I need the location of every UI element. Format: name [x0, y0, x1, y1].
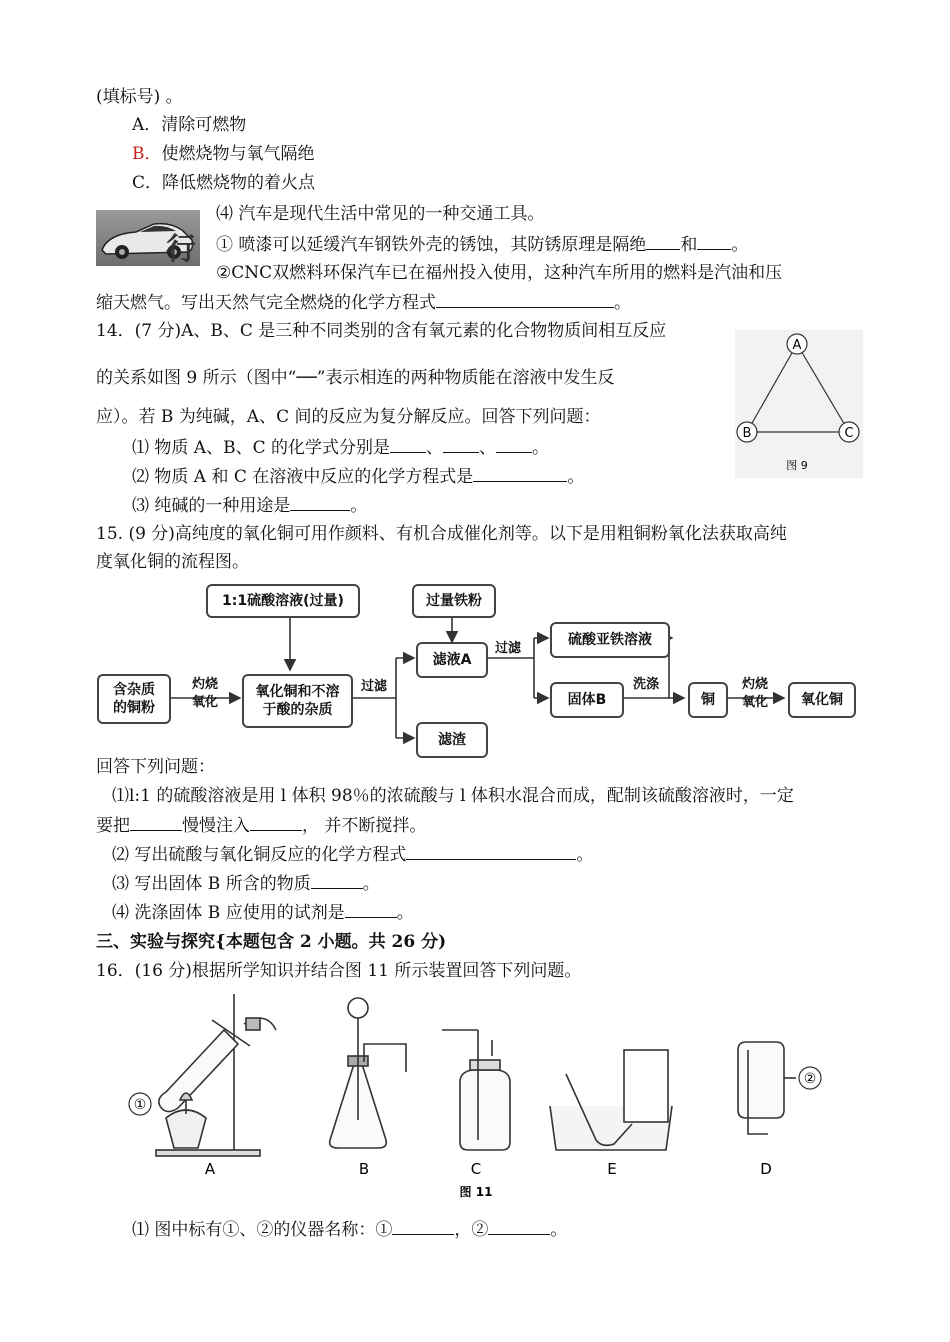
q15-sub2: [112, 843, 593, 866]
q15-line2: 度氧化铜的流程图。: [96, 552, 249, 572]
answer-blank[interactable]: [130, 814, 182, 831]
q15-sub3-end: 。: [362, 874, 380, 894]
q15-sub1-c: 慢慢注入: [182, 816, 250, 836]
q15-sub3-text: ⑶ 写出固体 B 所含的物质: [112, 874, 311, 894]
flowchart: [94, 578, 864, 750]
apparatus-diagram: [126, 990, 846, 1202]
label-b: B: [358, 1160, 370, 1178]
label-c: C: [470, 1160, 482, 1178]
answer-blank[interactable]: [436, 291, 614, 308]
filter-label-1: 过滤: [360, 679, 387, 694]
q14-sub3-text: ⑶ 纯碱的一种用途是: [132, 496, 291, 516]
ferrous-sulfate-box: 硫酸亚铁溶液: [550, 622, 670, 658]
q15-sub4: [112, 901, 414, 924]
start-line2: 的铜粉: [113, 700, 155, 716]
label-a: A: [204, 1160, 216, 1178]
solid-b-box: 固体B: [550, 682, 624, 718]
option-letter: A．: [132, 115, 162, 135]
q16-line1: 16．(16 分)根据所学知识并结合图 11 所示装置回答下列问题。: [96, 961, 582, 981]
q13-car-q2-cont-text: 缩天燃气。写出天然气完全燃烧的化学方程式: [96, 293, 436, 313]
q15-sub2-text: ⑵ 写出硫酸与氧化铜反应的化学方程式: [112, 845, 407, 865]
q14-sub1-text: ⑴ 物质 A、B、C 的化学式分别是: [132, 438, 390, 458]
q15-sub2-end: 。: [576, 845, 594, 865]
q14-sub1: [132, 436, 549, 459]
answer-blank[interactable]: [496, 436, 532, 453]
roast-label-1: [180, 676, 230, 712]
q14-line3: 应）。若 B 为纯碱，A、C 间的反应为复分解反应。回答下列问题：: [96, 407, 601, 427]
q14-sub2-text: ⑵ 物质 A 和 C 在溶液中反应的化学方程式是: [132, 467, 474, 487]
q15-answer-intro: 回答下列问题：: [96, 757, 215, 777]
q13-car-line: ⑷ 汽车是现代生活中常见的一种交通工具。: [216, 204, 545, 224]
acid-box: 1:1硫酸溶液(过量): [206, 584, 360, 618]
node-a: A: [792, 338, 802, 353]
q15-sub4-end: 。: [396, 903, 414, 923]
q13-car-q2-end: 。: [614, 293, 631, 313]
q15-sub1: ⑴l:1 的硫酸溶液是用 l 体积 98％的浓硫酸与 l 体积水混合而成，配制该硫酸溶液时，一定: [112, 786, 794, 806]
q14-sub3-end: 。: [350, 496, 368, 516]
car-image: [96, 210, 200, 266]
car-image-text: 行: [166, 232, 196, 266]
copper-box: 铜: [688, 682, 728, 718]
q13-option-b: [132, 143, 315, 165]
q15-sub1-cont: [96, 814, 426, 837]
q14-line1: 14．(7 分)A、B、C 是三种不同类别的含有氧元素的化合物物质间相互反应: [96, 321, 667, 341]
q13-car-q1-end: 。: [731, 235, 749, 255]
q13-option-c: [132, 172, 315, 194]
node-b: B: [742, 426, 752, 441]
answer-blank[interactable]: [488, 1218, 550, 1235]
option-text: 使燃烧物与氧气隔绝: [161, 144, 315, 164]
answer-blank[interactable]: [406, 843, 576, 860]
option-text: 清除可燃物: [161, 115, 247, 135]
q13-car-q1-and: 和: [680, 235, 698, 255]
answer-blank[interactable]: [697, 233, 731, 250]
option-text: 降低燃烧物的着火点: [162, 173, 316, 193]
separator: 、: [479, 438, 496, 458]
wash-label: 洗涤: [632, 677, 659, 692]
copper-oxide-box: 氧化铜: [788, 682, 856, 718]
separator: 、: [426, 438, 443, 458]
q16-sub1-end: 。: [550, 1220, 568, 1240]
answer-blank[interactable]: [392, 1218, 454, 1235]
start-line1: 含杂质: [113, 682, 155, 698]
residue-box: 滤渣: [416, 722, 488, 758]
label-d: D: [760, 1160, 772, 1178]
q15-sub1-d: ， 并不断搅拌。: [302, 816, 427, 836]
q14-sub2-end: 。: [567, 467, 585, 487]
answer-blank[interactable]: [443, 436, 479, 453]
mixture-box: [242, 674, 353, 728]
triangle-diagram: [735, 330, 863, 478]
option-letter: C．: [132, 173, 163, 193]
node-c: C: [844, 426, 854, 441]
answer-blank[interactable]: [646, 233, 680, 250]
roast-label-1-bottom: 氧化: [191, 695, 218, 710]
label-e: E: [607, 1160, 617, 1178]
q14-line2: 的关系如图 9 所示（图中“──”表示相连的两种物质能在溶液中发生反: [96, 368, 615, 388]
q14-sub3: [132, 494, 367, 517]
q13-car-q1-text: ① 喷漆可以延缓汽车钢铁外壳的锈蚀，其防锈原理是隔绝: [216, 235, 647, 255]
roast-label-2: [730, 676, 780, 712]
roast-label-2-bottom: 氧化: [741, 695, 768, 710]
q16-sub1-text: ⑴ 图中标有①、②的仪器名称：①: [132, 1220, 393, 1240]
filtrate-box: 滤液A: [416, 642, 488, 678]
answer-blank[interactable]: [473, 465, 567, 482]
q13-car-q1: [216, 233, 748, 256]
q15-sub1-b: 要把: [96, 816, 130, 836]
figure-11-caption: 图 11: [459, 1185, 493, 1199]
option-letter: B．: [132, 144, 162, 164]
q14-sub2: [132, 465, 584, 488]
answer-blank[interactable]: [250, 814, 302, 831]
q16-sub1: [132, 1218, 567, 1241]
mixture-line2: 于酸的杂质: [262, 702, 333, 718]
q13-tail: (填标号) 。: [96, 87, 183, 107]
q15-sub3: [112, 872, 380, 895]
figure-9-caption: 图 9: [786, 459, 808, 472]
q13-option-a: [132, 114, 246, 136]
figure-9: [735, 330, 863, 478]
q15-line1: 15. (9 分)高纯度的氧化铜可用作颜料、有机合成催化剂等。以下是用粗铜粉氧化法获取高纯: [96, 524, 787, 544]
iron-box: 过量铁粉: [412, 584, 496, 618]
figure-11: [126, 990, 846, 1202]
answer-blank[interactable]: [345, 901, 397, 918]
q14-sub1-end: 。: [532, 438, 549, 458]
q13-car-q2: ②CNC双燃料环保汽车已在福州投入使用，这种汽车所用的燃料是汽油和压: [216, 263, 783, 283]
start-box: [97, 674, 171, 724]
roast-label-1-top: 灼烧: [191, 677, 218, 692]
q13-car-q2-cont: [96, 291, 631, 314]
answer-blank[interactable]: [290, 494, 350, 511]
q15-sub4-text: ⑷ 洗涤固体 B 应使用的试剂是: [112, 903, 345, 923]
marker-1: ①: [133, 1097, 147, 1113]
marker-2: ②: [803, 1071, 817, 1087]
answer-blank[interactable]: [311, 872, 363, 889]
q16-sub1-b: ，②: [454, 1220, 489, 1240]
mixture-line1: 氧化铜和不溶: [255, 684, 340, 700]
answer-blank[interactable]: [390, 436, 426, 453]
roast-label-2-top: 灼烧: [741, 677, 768, 692]
section-3-title: 三、实验与探究{本题包含 2 小题。共 26 分): [96, 932, 447, 952]
filter-label-2: 过滤: [494, 641, 521, 656]
